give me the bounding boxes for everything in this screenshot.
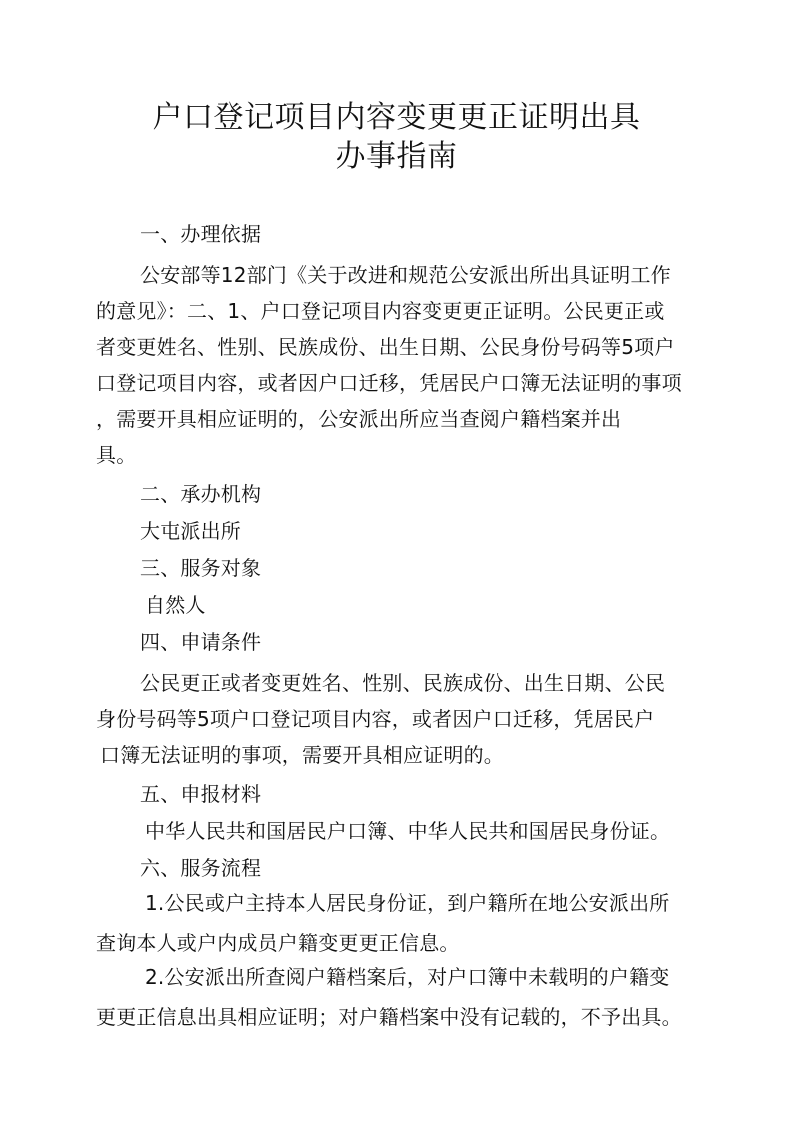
paragraph-line: 更更正信息出具相应证明；对户籍档案中没有记载的，不予出具。 (96, 1005, 682, 1029)
section-heading-conditions: 四、申请条件 (140, 630, 262, 654)
section-heading-agency: 二、承办机构 (140, 482, 262, 506)
paragraph-line: 口登记项目内容，或者因户口迁移，凭居民户口簿无法证明的事项 (96, 371, 682, 395)
paragraph-line: 的意见》：二、1、户口登记项目内容变更更正证明。公民更正或 (96, 299, 665, 323)
section-heading-target: 三、服务对象 (140, 556, 262, 580)
paragraph-line: 公安部等12部门《关于改进和规范公安派出所出具证明工作 (140, 263, 671, 287)
materials-value: 中华人民共和国居民户口簿、中华人民共和国居民身份证。 (145, 819, 671, 843)
paragraph-line: 身份号码等5项户口登记项目内容，或者因户口迁移，凭居民户 (96, 707, 655, 731)
section-heading-basis: 一、办理依据 (140, 222, 262, 246)
target-value: 自然人 (145, 593, 206, 617)
paragraph-line: 具。 (96, 443, 137, 467)
paragraph-line: 公民更正或者变更姓名、性别、民族成份、出生日期、公民 (140, 671, 666, 695)
paragraph-line: 查询本人或户内成员户籍变更更正信息。 (96, 931, 460, 955)
agency-name: 大屯派出所 (140, 519, 241, 543)
paragraph-line: ，需要开具相应证明的，公安派出所应当查阅户籍档案并出 (96, 407, 622, 431)
section-heading-materials: 五、申报材料 (140, 782, 262, 806)
document-title-line-2: 办事指南 (335, 139, 458, 174)
section-heading-process: 六、服务流程 (140, 856, 262, 880)
document-title-line-1: 户口登记项目内容变更更正证明出具 (152, 100, 641, 135)
paragraph-line: 1.公民或户主持本人居民身份证，到户籍所在地公安派出所 (145, 891, 670, 915)
paragraph-line: 口簿无法证明的事项，需要开具相应证明的。 (100, 743, 504, 767)
paragraph-line: 者变更姓名、性别、民族成份、出生日期、公民身份号码等5项户 (96, 335, 675, 359)
paragraph-line: 2.公安派出所查阅户籍档案后，对户口簿中未载明的户籍变 (145, 965, 670, 989)
